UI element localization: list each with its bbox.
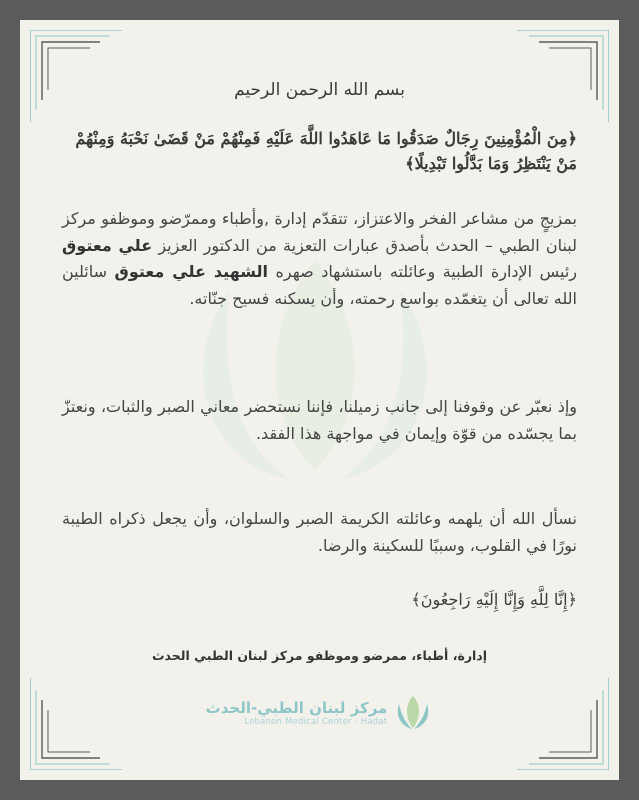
logo-english-name: Lebanon Medical Center - Hadat: [244, 717, 388, 727]
quran-verse: ﴿مِنَ الْمُؤْمِنِينَ رِجَالٌ صَدَقُوا مَا عَاهَدُوا اللَّهَ عَلَيْهِ فَمِنْهُمْ مَنْ قَضَىٰ نَحْبَهُ وَمِنْهُمْ مَنْ يَنْتَظِرُ وَمَا بَدَّلُوا تَبْدِيلًا﴾: [75, 129, 577, 173]
condolence-paragraph-2: وإذ نعبّر عن وقوفنا إلى جانب زميلنا، فإننا نستحضر معاني الصبر والثبات، ونعتزّ بما يجسّده من قوّة وإيمان في مواجهة هذا الفقد.: [62, 397, 577, 443]
basmala-heading: بسم الله الرحمن الرحيم: [234, 80, 405, 100]
closing-verse: ﴿إِنَّا لِلَّهِ وَإِنَّا إِلَيْهِ رَاجِعُونَ﴾: [411, 590, 577, 609]
signature-line: إدارة، أطباء، ممرضو وموظفو مركز لبنان الطبي الحدث: [151, 648, 488, 663]
paragraph-1-text-a: بمزيجٍ من مشاعر الفخر والاعتزاز، تتقدّم إدارة ,وأطباء وممرّضو وموظفو مركز لبنان الطبي – الحدث بأصدق عبارات التعزية من الدكتور العزيز: [62, 209, 577, 255]
condolence-card: [20, 20, 619, 780]
corner-frame-top-right-icon: [517, 30, 609, 122]
center-logo: [20, 694, 619, 732]
condolence-paragraph-1: [62, 206, 577, 312]
logo-arabic-name: مركز لبنان الطبي-الحدث: [205, 699, 388, 717]
paragraph-1-text-b: رئيس الإدارة الطبية وعائلته باستشهاد صهره: [268, 262, 578, 281]
condolence-paragraph-3: نسأل الله أن يلهمه وعائلته الكريمة الصبر والسلوان، وأن يجعل ذكراه الطيبة نورًا في القلوب، وسببًا للسكينة والرضا.: [62, 509, 577, 555]
logo-text: [206, 699, 388, 727]
doctor-name: علي معتوق: [62, 235, 153, 255]
paragraph-1-text-c: سائلين الله تعالى أن يتغمّده بواسع رحمته، وأن يسكنه فسيح جنّاته.: [62, 262, 577, 308]
martyr-name: الشهيد علي معتوق: [114, 262, 269, 281]
lotus-leaves-icon: [393, 694, 433, 732]
corner-frame-top-left-icon: [30, 30, 122, 122]
